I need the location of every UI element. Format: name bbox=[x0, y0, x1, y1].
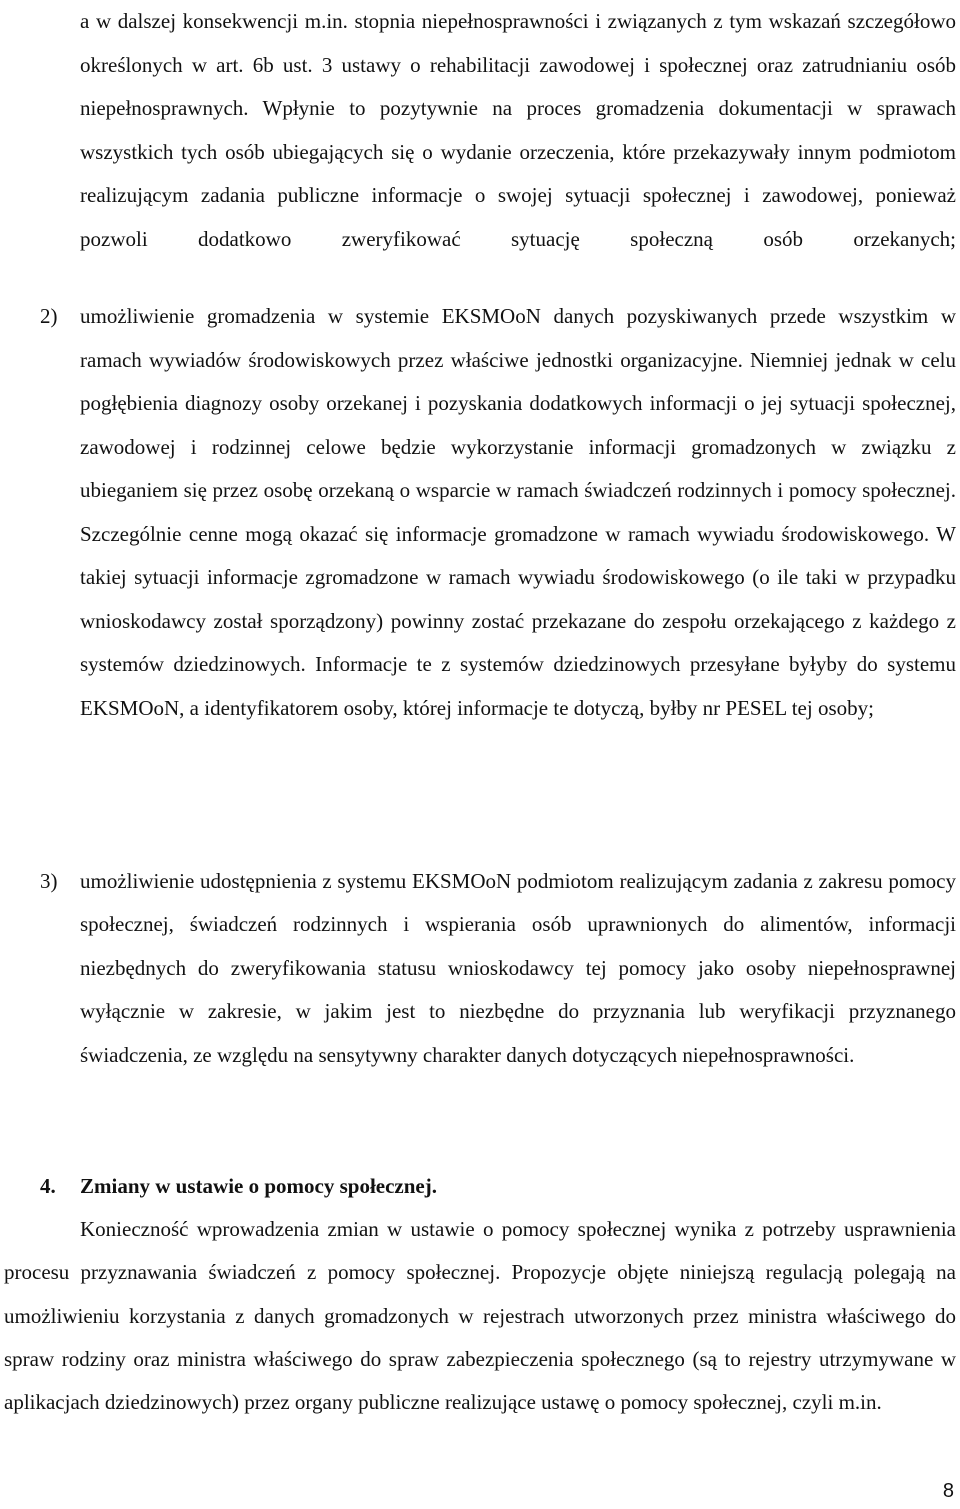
continuation-paragraph: a w dalszej konsekwencji m.in. stopnia niepełnosprawności i związanych z tym wskazań szczegółowo określonych w art. 6b ust. 3 ustawy o rehabilitacji zawodowej i społecznej oraz zatrudnianiu osób niepełnosprawnych. Wpłynie to pozytywnie na proces gromadzenia dokumentacji w sprawach wszystkich tych osób ubiegających się o wydanie orzeczenia, które przekazywały innym podmiotom realizującym zadania publiczne informacje o swojej sytuacji społecznej i zawodowej, ponieważ pozwoli dodatkowo zweryfikować sytuację społeczną osób orzekanych; bbox=[80, 9, 956, 251]
list-item-text: umożliwienie gromadzenia w systemie EKSMOoN danych pozyskiwanych przede wszystkim w ramach wywiadów środowiskowych przez właściwe jednostki organizacyjne. Niemniej jednak w celu pogłębienia diagnozy osoby orzekanej i pozyskania dodatkowych informacji o jej sytuacji społecznej, zawodowej i rodzinnej celowe będzie wykorzystanie informacji gromadzonych w związku z ubieganiem się przez osobę orzekaną o wsparcie w ramach świadczeń rodzinnych i pomocy społecznej. Szczególnie cenne mogą okazać się informacje gromadzone w ramach wywiadu środowiskowego. W takiej sytuacji informacje zgromadzone w ramach wywiadu środowiskowego (o ile taki w przypadku wnioskodawcy został sporządzony) powinny zostać przekazane do zespołu orzekającego z każdego z systemów dziedzinowych. Informacje te z systemów dziedzinowych przesyłane byłyby do systemu EKSMOoN, a identyfikatorem osoby, której informacje te dotyczą, byłby nr PESEL tej osoby; bbox=[80, 304, 956, 720]
section-paragraph: Konieczność wprowadzenia zmian w ustawie o pomocy społecznej wynika z potrzeby usprawnienia procesu przyznawania świadczeń z pomocy społecznej. Propozycje objęte niniejszą regulacją polegają na umożliwieniu korzystania z danych gromadzonych w rejestrach utworzonych przez ministra właściwego do spraw rodziny oraz ministra właściwego do spraw zabezpieczenia społecznego (są to rejestry utrzymywane w aplikacjach dziedzinowych) przez organy publiczne realizujące ustawę o pomocy społecznej, czyli m.in. bbox=[4, 1217, 956, 1415]
list-item-text: umożliwienie udostępnienia z systemu EKSMOoN podmiotom realizującym zadania z zakresu pomocy społecznej, świadczeń rodzinnych i wspierania osób uprawnionych do alimentów, informacji niezbędnych do zweryfikowania statusu wnioskodawcy tej pomocy jako osoby niepełnosprawnej wyłącznie w zakresie, w jakim jest to niezbędne do przyznania lub weryfikacji przyznanego świadczenia, ze względu na sensytywny charakter danych dotyczących niepełnosprawności. bbox=[80, 869, 956, 1067]
section-number: 4. bbox=[40, 1174, 56, 1198]
section-title: Zmiany w ustawie o pomocy społecznej. bbox=[80, 1174, 437, 1198]
list-item-number: 3) bbox=[40, 869, 58, 893]
page-number: 8 bbox=[942, 1480, 954, 1502]
list-item-number: 2) bbox=[40, 304, 58, 328]
